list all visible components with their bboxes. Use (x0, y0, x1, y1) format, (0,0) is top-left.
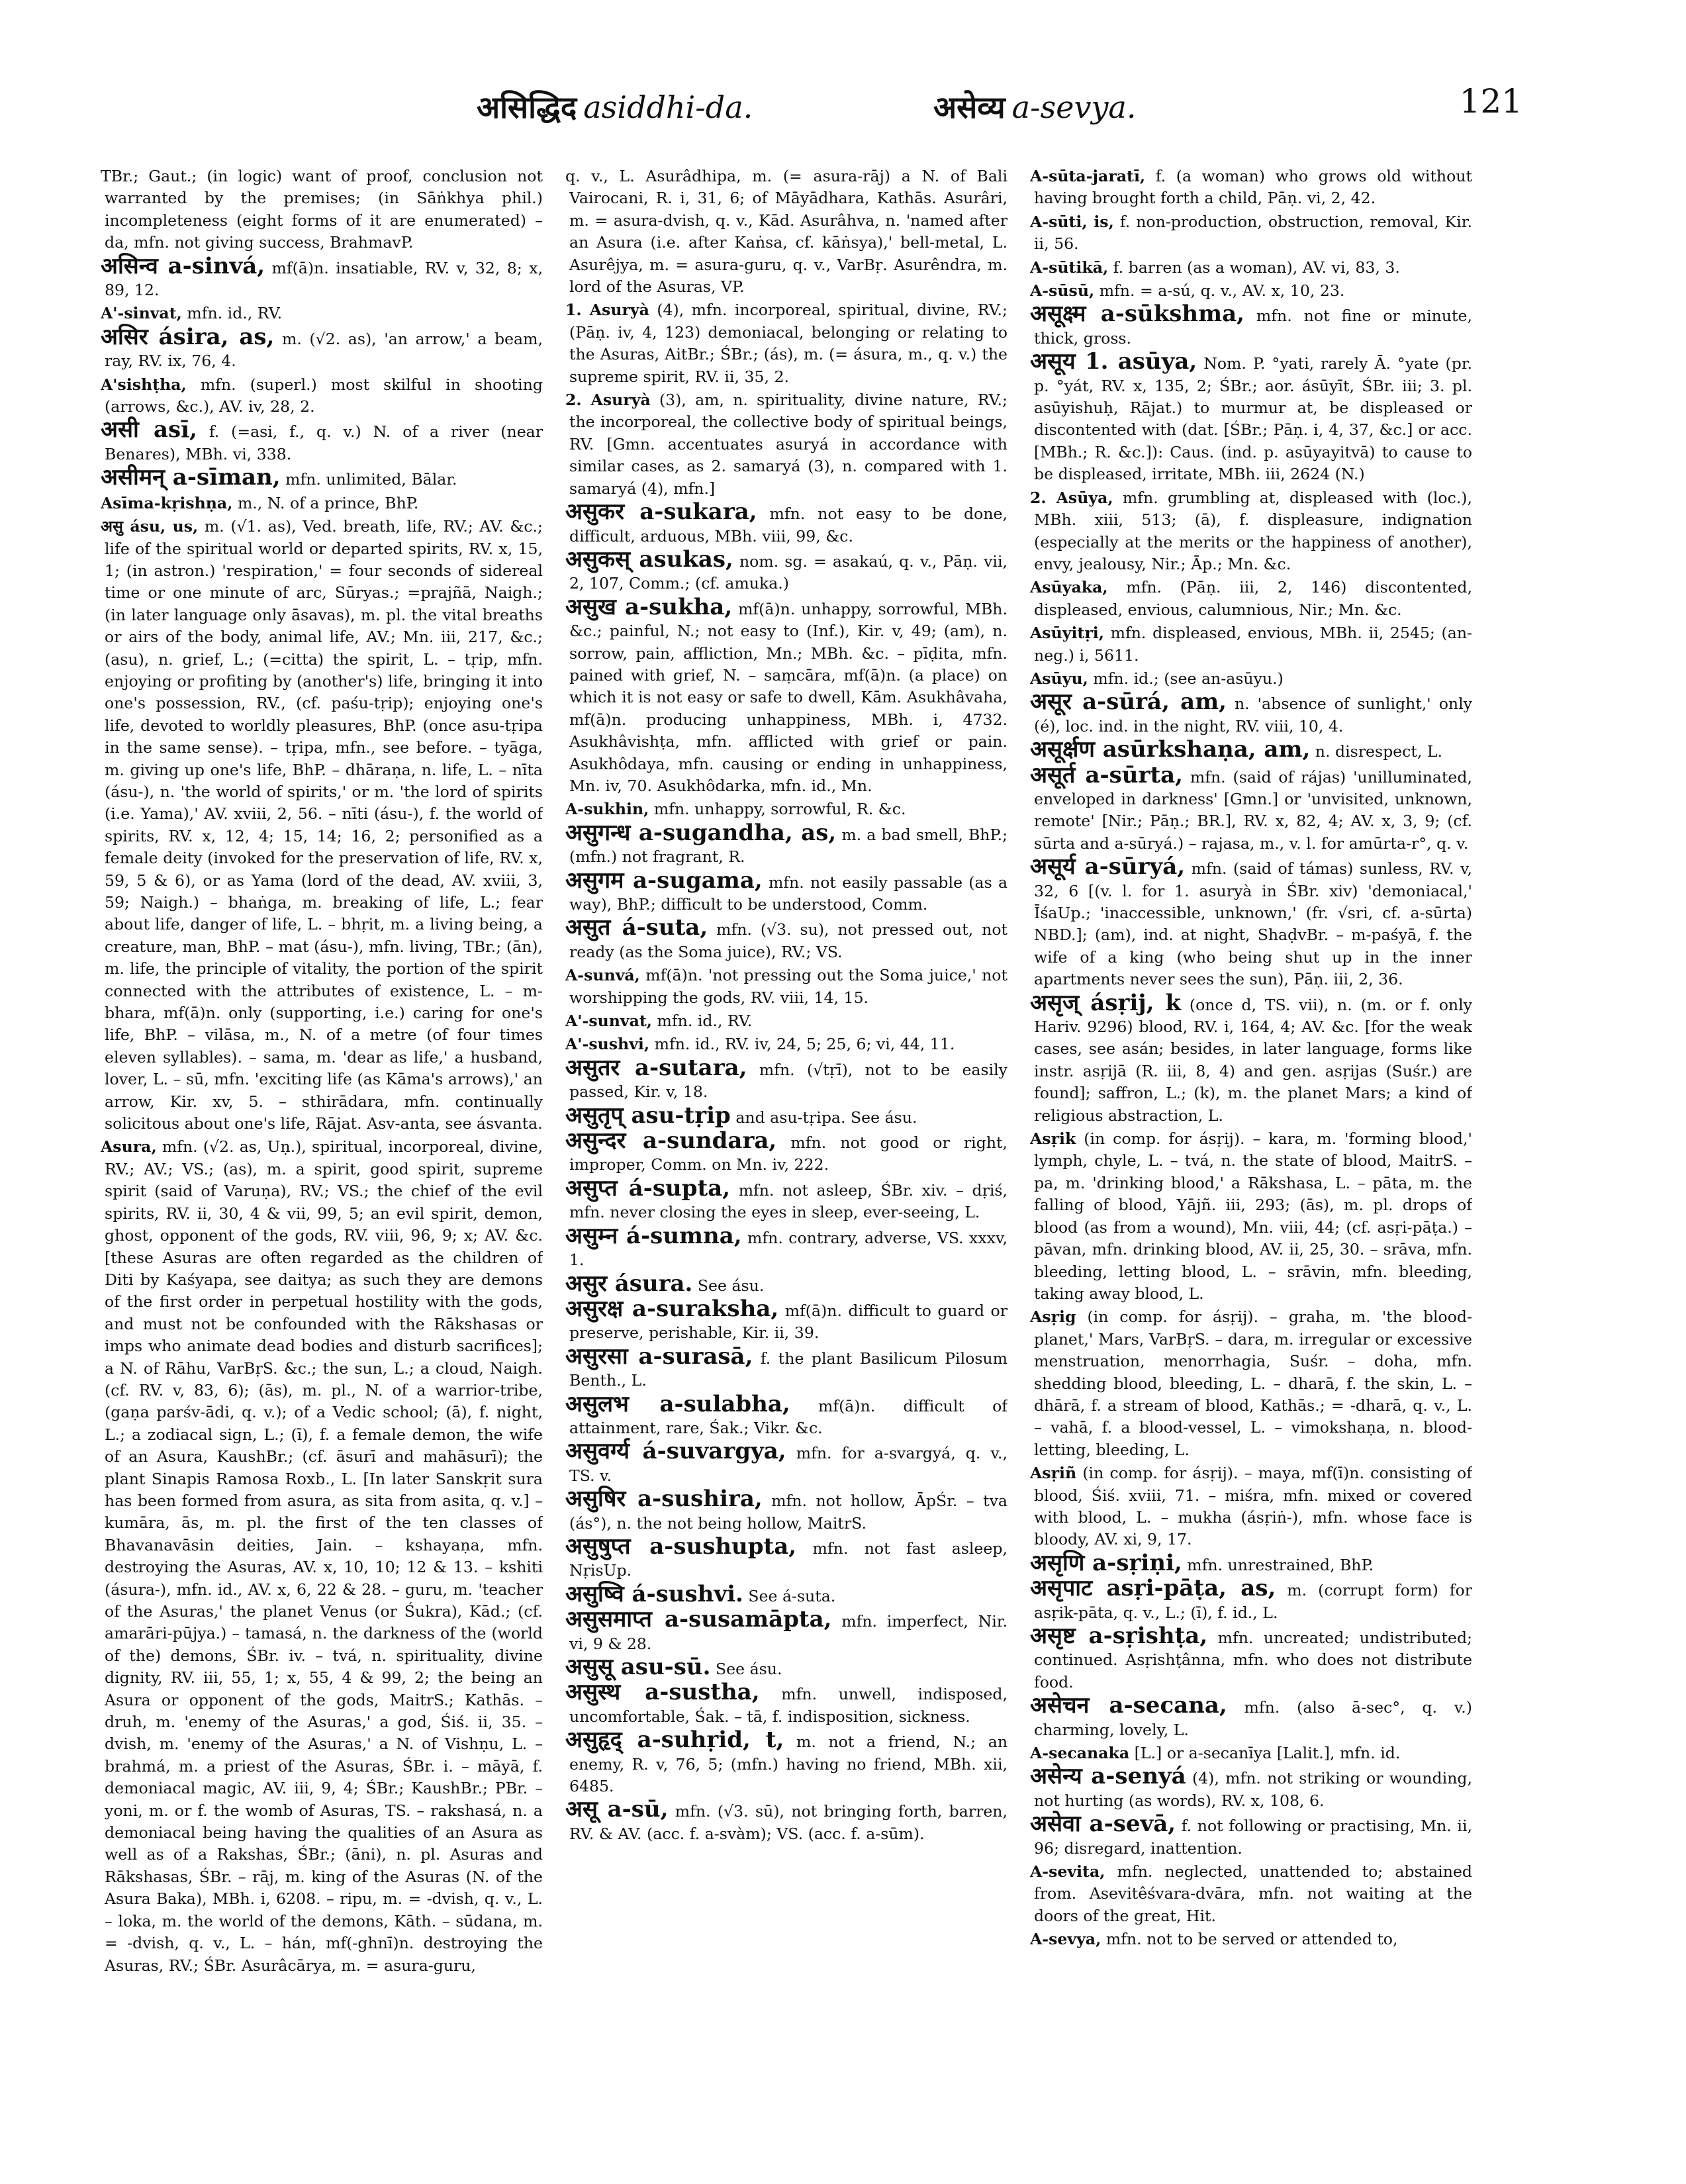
entry-headword: असुलभ a-sulabha, (565, 1390, 790, 1417)
entry-headword: A-sunvá, (565, 966, 640, 985)
entry-headword: असुख a-sukha, (565, 593, 733, 620)
entry-definition: f. barren (as a woman), AV. vi, 83, 3. (1113, 258, 1400, 277)
entry-definition: mfn. not fine or minute, thick, gross. (1034, 307, 1472, 348)
entry-definition: (in comp. for ásṛij). – graha, m. 'the blood-planet,' Mars, VarBṛS. – dara, m. irregular or excessive menstruation, menorrhagia, Suśr. – doha, mfn. shedding blood, bleeding, L. – dharā, f. the skin, L. – dhārā, f. a stream of blood, Kathās.; = -dharā, q. v., L. – vahā, f. a blood-vessel, L. – vimokshaṇa, n. blood-letting, bleeding, L. (1034, 1307, 1472, 1459)
dictionary-entry (565, 1033, 1007, 1055)
dictionary-entry (1030, 1625, 1472, 1693)
entry-headword: A'-sunvat, (565, 1012, 653, 1031)
dictionary-entry (565, 1270, 1007, 1297)
entry-definition: mfn. neglected, unattended to; abstained from. Asevitêśvara-dvāra, mfn. not waiting at the doors of the great, Hit. (1034, 1862, 1472, 1925)
entry-definition: mfn. not asleep, ŚBr. xiv. – dṛiś, mfn. never closing the eyes in sleep, ever-seeing, L. (569, 1180, 1007, 1222)
entry-headword: असुकस् asukas, (565, 546, 733, 573)
dictionary-entry (565, 1174, 1007, 1224)
dictionary-entry (565, 593, 1007, 798)
entry-definition: mfn. (said of rájas) 'unilluminated, enveloped in darkness' [Gmn.] or 'unvisited, unknown, remote' [Nir.; Pāṇ.; BR.], RV. x, 82, 4; AV. x, 3, 9; (cf. sūrta and a-sūryá.) – rajasa, m., v. l. for amūrta-r°, q. v. (1034, 767, 1472, 853)
entry-headword: Asṛiñ (1030, 1464, 1077, 1483)
entry-headword: असिन्व a-sinvá, (101, 252, 265, 279)
entry-definition: mfn. (also ā-sec°, q. v.) charming, lovely, L. (1034, 1698, 1472, 1739)
dictionary-entry (1030, 761, 1472, 855)
entry-headword: असूक्ष्म a-sūkshma, (1030, 301, 1244, 328)
dictionary-entry (1030, 166, 1472, 210)
entry-headword: असूर a-sūrá, am, (1030, 688, 1227, 716)
column-3 (1030, 166, 1472, 2138)
entry-definition: mfn. unhappy, sorrowful, R. &c. (653, 800, 906, 819)
dictionary-entry (565, 965, 1007, 1009)
entry-headword: A-sūta-jaratī, (1030, 167, 1146, 185)
entry-headword: Asūyaka, (1030, 578, 1108, 597)
dictionary-columns (101, 166, 1477, 2138)
dictionary-entry (1030, 487, 1472, 576)
entry-headword: 1. Asuryà (565, 301, 649, 320)
dictionary-entry (565, 1438, 1007, 1487)
dictionary-entry (565, 501, 1007, 547)
entry-definition: mf(ā)n. insatiable, RV. v, 32, 8; x, 89, 12. (105, 258, 543, 300)
dictionary-entry (565, 1390, 1007, 1440)
dictionary-entry (1030, 280, 1472, 302)
dictionary-entry (101, 464, 543, 491)
entry-definition: mfn. (√3. sū), not bringing forth, barren, RV. & AV. (acc. f. a-svàm); VS. (acc. f. a-sūm). (569, 1802, 1007, 1843)
dictionary-entry (1030, 1763, 1472, 1812)
dictionary-entry (1030, 348, 1472, 485)
dictionary-entry (1030, 1861, 1472, 1927)
entry-headword: Asṛik (1030, 1129, 1076, 1149)
entry-definition: (once d, TS. vii), n. (m. or f. only Hariv. 9296) blood, RV. i, 164, 4; AV. &c. [for the weak cases, see asán; besides, in later language, forms like instr. asṛijā (R. iii, 8, 4) and gen. asṛijas (Suśr.) are found]; saffron, L.; (k), m. the planet Mars; a kind of religious abstraction, L. (1034, 995, 1472, 1125)
dictionary-entry (565, 867, 1007, 916)
dictionary-entry (1030, 211, 1472, 256)
entry-headword: असुषुप्त a-sushupta, (565, 1533, 797, 1560)
entry-definition: mfn. id., RV. iv, 24, 5; 25, 6; vi, 44, 11. (654, 1035, 955, 1054)
entry-headword: असुस्थ a-sustha, (565, 1679, 760, 1706)
dictionary-entry (565, 1679, 1007, 1728)
entry-definition: and asu-tṛipa. See ásu. (735, 1108, 917, 1127)
entry-definition: (4), mfn. incorporeal, spiritual, divine, RV.; (Pāṇ. iv, 4, 123) demoniacal, belonging or relating to the Asuras, AitBr.; ŚBr.; (ás), m. (= ásura, m., q. v.) the supreme spirit, RV. ii, 35, 2. (569, 301, 1007, 386)
entry-definition: m. (corrupt form) for asṛik-pāta, q. v., L.; (ī), f. id., L. (1034, 1581, 1472, 1622)
entry-definition: mfn. (√2. as, Uṇ.), spiritual, incorporeal, divine, RV.; AV.; VS.; (as), m. a spirit, good spirit, supreme spirit (said of Varuṇa), RV.; VS.; the chief of the evil spirits, RV. ii, 30, 4 & vii, 99, 5; an evil spirit, demon, ghost, opponent of the gods, RV. viii, 96, 9; x; AV. &c. [these Asuras are often regarded as the children of Diti by Kaśyapa, see daitya; as such they are demons of the first order in perpetual hostility with the gods, and must not be confounded with the Rākshasas or imps who animate dead bodies and disturb sacrifices]; a N. of Rāhu, VarBṛS. &c.; the sun, L.; a cloud, Naigh. (cf. RV. v, 83, 6); (ās), m. pl., N. of a warrior-tribe, (gaṇa parśv-ādi, q. v.); of a Vedic school; (ā), f. night, L.; a zodiacal sign, L.; (ī), f. a female demon, the wife of an Asura, KaushBr.; (cf. āsurī and mahāsurī); the plant Sinapis Ramosa Roxb., L. [In later Sanskṛit sura has been formed from asura, as sita from asita, q. v.] – kumāra, ās, m. pl. the first of the ten classes of Bhavanavāsin deities, Jain. – kshayaṇa, mfn. destroying the Asuras, AV. x, 10, 10; 12 & 13. – kshiti (ásura-), mfn. id., AV. x, 6, 22 & 28. – guru, m. 'teacher of the Asuras,' the planet Venus (or Śukra), Kād.; (cf. amarāri-pūjya.) – tamasá, n. the darkness of the (world of the) demons, ŚBr. iv. – tvá, n. spirituality, divine dignity, RV. iii, 55, 1; x, 55, 4 & 99, 2; the being an Asura or opponent of the gods, MaitrS.; Kathās. – druh, m. 'enemy of the Asuras,' a god, Śiś. ii, 35. – dvish, m. 'enemy of the Asuras,' a N. of Vishṇu, L. – brahmá, m. a priest of the Asuras, ŚBr. i. – māyā, f. demoniacal magic, AV. iii, 9, 4; ŚBr.; KaushBr.; PBr. – yoni, m. or f. the womb of Asuras, TS. – rakshasá, n. a demoniacal being having the qualities of an Asura as well as of a Rakshas, ŚBr.; (āni), n. pl. Asuras and Rākshasas, ŚBr. – rāj, m. king of the Asuras (N. of the Asura Baka), MBh. i, 6208. – ripu, m. = -dvish, q. v., L. – loka, m. the world of the demons, Kāth. – sūdana, m. = -dvish, q. v., L. – hán, mf(-ghnī)n. destroying the Asuras, RV.; ŚBr. Asurâcārya, m. = asura-guru, (105, 1137, 543, 1975)
dictionary-entry (565, 1580, 1007, 1607)
dictionary-entry (565, 1343, 1007, 1392)
entry-definition: m. a bad smell, BhP.; (mfn.) not fragrant, R. (569, 825, 1007, 867)
entry-definition: mfn. (Pāṇ. iii, 2, 146) discontented, displeased, envious, calumnious, Nir.; Mn. &c. (1034, 578, 1472, 619)
dictionary-entry (1030, 853, 1472, 990)
entry-headword: 2. Asuryà (565, 391, 651, 410)
entry-definition: mfn. unlimited, Bālar. (285, 470, 457, 489)
entry-definition: mfn. (√3. su), not pressed out, not ready (as the Soma juice), RV.; VS. (569, 920, 1007, 961)
entry-headword: असू a-sū, (565, 1796, 669, 1823)
dictionary-entry (565, 546, 1007, 595)
dictionary-entry (101, 252, 543, 302)
dictionary-entry (1030, 1813, 1472, 1860)
entry-headword: A'-sushvi, (565, 1035, 650, 1054)
right-head-devanagari: असेव्य (933, 89, 1006, 125)
entry-definition: m. (√1. as), Ved. breath, life, RV.; AV. &c.; life of the spiritual world or departed spirits, RV. x, 15, 1; (in astron.) 'respiration,' = four seconds of sidereal time or one minute of arc, Sūryas.; =prajñā, Naigh.; (in later language only āsavas), m. pl. the vital breaths or airs of the body, animal life, AV.; Mn. iii, 217, &c.; (asu), n. grief, L.; (=citta) the spirit, L. – tṛip, mfn. enjoying or profiting by (another's) life, bringing it into one's possession, RV., (cf. paśu-tṛip); enjoying one's life, devoted to worldly pleasures, BhP. (once asu-tṛipa in the same sense). – tṛipa, mfn., see before. – tyāga, m. giving up one's life, BhP. – dhāraṇa, n. life, L. – nīta (ásu-), n. 'the world of spirits,' or m. 'the lord of spirits (i.e. Yama),' AV. xviii, 2, 56. – nīti (ásu-), f. the world of spirits, RV. x, 12, 4; 15, 14; 16, 2; personified as a female deity (invoked for the preservation of life, RV. x, 59, 5 & 6), or as Yama (lord of the dead, AV. xviii, 3, 59; Naigh.) – bhaṅga, m. breaking of life, L.; fear about life, danger of life, L. – bhṛit, m. a living being, a creature, man, BhP. – mat (ásu-), mfn. living, TBr.; (ān), m. life, the principle of vitality, the portion of the spirit connected with the attributes of existence, L. – m-bhara, mf(ā)n. only (supporting, i.e.) caring for one's life, BhP. – vilāsa, m., N. of a metre (of four times eleven syllables). – sama, m. 'dear as life,' a husband, lover, L. – sū, mfn. 'exciting life (as Kāma's arrows),' an arrow, Kir. xv, 5. – sthirādara, mfn. continually solicitous about one's life, Rājat. Asv-anta, see ásvanta. (105, 517, 543, 1133)
entry-headword: Asūyitṛi, (1030, 624, 1104, 643)
entry-definition: (in comp. for ásṛij). – kara, m. 'forming blood,' lymph, chyle, L. – tvá, n. the state of blood, MaitrS. – pa, m. 'drinking blood,' a Rākshasa, L. – pāta, m. the falling of blood, Yājñ. iii, 293; (ās), m. pl. drops of blood (as from a wound), Mn. viii, 44; (cf. asṛi-pāṭa.) – pāvan, mfn. drinking blood, AV. ii, 25, 30. – srāva, mfn. bleeding, letting blood, L. – srāvin, mfn. bleeding, taking away blood, L. (1034, 1129, 1472, 1303)
right-running-head (933, 86, 1136, 127)
dictionary-entry (565, 299, 1007, 388)
entry-headword: असिर ásira, as, (101, 323, 275, 350)
entry-definition: mf(ā)n. difficult of attainment, rare, Śak.; Vikr. &c. (569, 1396, 1007, 1437)
dictionary-entry (565, 1656, 1007, 1680)
entry-definition: mfn. not to be served or attended to, (1105, 1930, 1398, 1949)
dictionary-entry (565, 166, 1007, 298)
entry-definition: mfn. displeased, envious, MBh. ii, 2545; (an- neg.) i, 5611. (1034, 624, 1472, 665)
entry-headword: A-sūti, is, (1030, 212, 1114, 231)
entry-headword: असुरक्ष a-suraksha, (565, 1295, 779, 1322)
dictionary-entry (565, 1606, 1007, 1655)
entry-definition: m. not a friend, N.; an enemy, R. v, 76, 5; (mfn.) having no friend, MBh. xii, 6485. (569, 1733, 1007, 1796)
page-number: 121 (1459, 82, 1522, 120)
entry-headword: असृपाट asṛi-pāṭa, as, (1030, 1575, 1276, 1602)
dictionary-entry (1030, 1462, 1472, 1551)
dictionary-entry (565, 798, 1007, 820)
entry-headword: A-sevya, (1030, 1930, 1101, 1949)
entry-headword: असुष्वि á-sushvi. (565, 1580, 743, 1607)
dictionary-entry (1030, 257, 1472, 279)
dictionary-entry (101, 516, 543, 1135)
entry-headword: असूय 1. asūya, (1030, 348, 1197, 375)
entry-headword: असुवर्ग्य á-suvargya, (565, 1438, 786, 1465)
entry-definition: [L.] or a-secanīya [Lalit.], mfn. id. (1134, 1744, 1401, 1763)
dictionary-entry (1030, 577, 1472, 621)
entry-headword: असुतृप् asu-tṛip (565, 1102, 731, 1129)
entry-definition: mfn. (√tṛī), not to be easily passed, Kir. v, 18. (569, 1060, 1007, 1102)
dictionary-entry (1030, 1306, 1472, 1461)
entry-definition: n. 'absence of sunlight,' only (é), loc. ind. in the night, RV. viii, 10, 4. (1034, 694, 1472, 736)
entry-headword: असुषिर a-sushira, (565, 1486, 763, 1513)
entry-definition: q. v., L. Asurâdhipa, m. (= asura-rāj) a N. of Bali Vairocani, R. i, 31, 6; of Māyādhara, Kathās. Asurâri, m. = asura-dvish, q. v., Kād. Asurâhva, n. 'named after an Asura (i.e. after Kaṅsa, cf. kāṅsya),' bell-metal, L. Asurêjya, m. = asura-guru, q. v., VarBṛ. Asurêndra, m. lord of the Asuras, VP. (565, 167, 1007, 297)
left-head-devanagari: असिद्धिद (477, 89, 577, 125)
entry-headword: असुहृद् a-suhṛid, t, (565, 1727, 784, 1754)
dictionary-entry (1030, 622, 1472, 667)
dictionary-entry (565, 819, 1007, 869)
entry-headword: Asura, (101, 1137, 157, 1157)
dictionary-entry (101, 323, 543, 373)
dictionary-entry (565, 1295, 1007, 1345)
dictionary-entry (565, 1054, 1007, 1104)
entry-definition: mfn. not easy to be done, difficult, arduous, MBh. viii, 99, &c. (569, 504, 1007, 546)
dictionary-entry (565, 1102, 1007, 1129)
dictionary-entry (565, 914, 1007, 963)
entry-headword: A-sūsū, (1030, 281, 1095, 301)
entry-headword: असुसमाप्त a-susamāpta, (565, 1606, 832, 1633)
entry-definition: (in comp. for ásṛij). – maya, mf(ī)n. consisting of blood, Śiś. xviii, 71. – miśra, mfn. mixed or covered with blood, L. – mukha (ásṛiṅ-), mfn. whose face is bloody, AV. xi, 9, 17. (1034, 1464, 1472, 1549)
dictionary-entry (565, 1222, 1007, 1272)
entry-definition: f. not following or practising, Mn. ii, 96; disregard, inattention. (1034, 1817, 1472, 1858)
entry-definition: (3), am, n. spirituality, divine nature, RV.; the incorporeal, the collective body of spiritual beings, RV. [Gmn. accentuates asuryá in accordance with similar cases, as 2. samaryá (3), n. compared with 1. samaryá (4), mfn.] (569, 391, 1007, 498)
entry-headword: असुकर a-sukara, (565, 499, 757, 526)
dictionary-entry (1030, 303, 1472, 350)
dictionary-entry (101, 416, 543, 465)
entry-headword: असुप्त á-supta, (565, 1174, 731, 1202)
dictionary-entry (1030, 736, 1472, 763)
entry-definition: f. non-production, obstruction, removal, Kir. ii, 56. (1034, 212, 1472, 254)
dictionary-entry (1030, 668, 1472, 690)
entry-definition: mfn. (superl.) most skilful in shooting (arrows, &c.), AV. iv, 28, 2. (105, 375, 543, 416)
entry-headword: 2. Asūya, (1030, 488, 1113, 507)
entry-headword: Asīma-kṛishṇa, (101, 493, 233, 512)
dictionary-entry (101, 493, 543, 514)
dictionary-entry (565, 1796, 1007, 1845)
right-head-translit: a-sevya. (1011, 89, 1137, 125)
entry-headword: असीमन् a-sīman, (101, 464, 281, 491)
entry-headword: असेचन a-secana, (1030, 1692, 1227, 1719)
left-head-translit: asiddhi-da. (583, 89, 753, 125)
entry-headword: असुतर a-sutara, (565, 1054, 747, 1081)
dictionary-entry (1030, 1928, 1472, 1950)
page-header (165, 79, 1522, 132)
entry-headword: असुगन्ध a-sugandha, as, (565, 819, 837, 846)
entry-headword: A'-sinvat, (101, 304, 182, 323)
entry-definition: mfn. not fast asleep, NṛisUp. (569, 1539, 1007, 1580)
entry-definition: mfn. (said of támas) sunless, RV. v, 32, 6 [(v. l. for 1. asuryà in ŚBr. xiv) 'demoniacal,' ĪśaUp.; 'inaccessible, unknown,' (fr. √sri, cf. a-sūrta) NBD.]; (am), ind. at night, ShaḍvBr. – m-paśyā, f. the wife of a king (who being shut up in the inner apartments never sees the sun), Pāṇ. iii, 2, 36. (1034, 859, 1472, 989)
entry-definition: mfn. unrestrained, BhP. (1187, 1555, 1374, 1574)
entry-definition: n. disrespect, L. (1315, 742, 1443, 761)
entry-definition: f. the plant Basilicum Pilosum Benth., L. (569, 1349, 1007, 1390)
entry-headword: असृष्ट a-sṛishṭa, (1030, 1623, 1208, 1649)
entry-definition: mfn. not good or right, improper, Comm. on Mn. iv, 222. (569, 1133, 1007, 1174)
entry-definition: mfn. not easily passable (as a way), BhP.; difficult to be understood, Comm. (569, 873, 1007, 914)
entry-definition: mfn. not hollow, ĀpŚr. – tva (ás°), n. the not being hollow, MaitrS. (569, 1492, 1007, 1533)
entry-definition: mf(ā)n. 'not pressing out the Soma juice,' not worshipping the gods, RV. viii, 14, 15. (569, 966, 1007, 1007)
entry-definition: nom. sg. = asakaú, q. v., Pāṇ. vii, 2, 107, Comm.; (cf. amuka.) (569, 551, 1007, 593)
entry-headword: असुर ásura. (565, 1270, 693, 1297)
dictionary-entry (1030, 1549, 1472, 1576)
entry-headword: A-sevita, (1030, 1862, 1105, 1881)
entry-definition: mfn. imperfect, Nir. vi, 9 & 28. (569, 1612, 1007, 1653)
dictionary-entry (1030, 1128, 1472, 1305)
dictionary-entry (101, 1136, 543, 1976)
dictionary-entry (101, 166, 543, 254)
dictionary-entry (1030, 1742, 1472, 1764)
entry-definition: See á-suta. (748, 1586, 836, 1605)
entry-headword: असुम्न á-sumna, (565, 1222, 742, 1249)
entry-definition: f. (=asi, f., q. v.) N. of a river (near Benares), MBh. vi, 338. (105, 422, 543, 463)
entry-headword: असूर्क्षण asūrkshaṇa, am, (1030, 736, 1311, 763)
entry-definition: m., N. of a prince, BhP. (237, 493, 419, 512)
entry-definition: mfn. uncreated; undistributed; continued. Asṛishṭânna, mfn. who does not distribute food. (1034, 1629, 1472, 1691)
column-2 (565, 166, 1007, 2138)
dictionary-entry (565, 1010, 1007, 1032)
entry-headword: A-secanaka (1030, 1744, 1130, 1763)
dictionary-entry (565, 1533, 1007, 1582)
entry-headword: Asṛig (1030, 1307, 1076, 1327)
dictionary-entry (565, 1127, 1007, 1176)
entry-definition: See ásu. (697, 1276, 765, 1295)
entry-definition: mf(ā)n. difficult to guard or preserve, perishable, Kir. ii, 39. (569, 1301, 1007, 1343)
entry-definition: Nom. P. °yati, rarely Ā. °yate (pr. p. °yát, RV. x, 135, 2; ŚBr.; aor. ásūyīt, ŚBr. iii; 3. pl. asūyishuḥ, Rājat.) to murmur at, be displeased or discontented with (dat. [ŚBr.; Pāṇ. i, 4, 37, &c.] or acc. [MBh.; R. &c.]): Caus. (ind. p. asūyayitvā) to cause to be displeased, irritate, MBh. iii, 2624 (N.) (1034, 354, 1472, 484)
entry-headword: असी asī, (101, 416, 197, 444)
entry-headword: असेन्य a-senyá (1030, 1763, 1186, 1790)
entry-definition: m. (√2. as), 'an arrow,' a beam, ray, RV. ix, 76, 4. (105, 329, 543, 371)
entry-headword: असु ásu, us, (101, 517, 199, 536)
entry-definition: mfn. id.; (see an-asūyu.) (1093, 669, 1284, 688)
entry-headword: A-sukhin, (565, 800, 649, 819)
entry-definition: mf(ā)n. unhappy, sorrowful, MBh. &c.; painful, N.; not easy to (Inf.), Kir. v, 49; (am), n. sorrow, pain, affliction, Mn.; MBh. &c. – pīḍita, mfn. pained with grief, N. – saṃcāra, mf(ā)n. (a place) on which it is not easy or safe to dwell, Kām. Asukhâvaha, mf(ā)n. producing unhappiness, MBh. i, 4732. Asukhâvishṭa, mfn. afflicted with grief or pain. Asukhôdaya, mfn. causing or ending in unhappiness, Mn. iv, 70. Asukhôdarka, mfn. id., Mn. (569, 599, 1007, 795)
dictionary-entry (565, 1729, 1007, 1797)
entry-headword: असूर्य a-sūryá, (1030, 853, 1186, 880)
dictionary-entry (565, 389, 1007, 500)
entry-headword: असुत á-suta, (565, 914, 708, 941)
column-1 (101, 166, 543, 2138)
entry-headword: असृणि a-sṛiṇi, (1030, 1549, 1182, 1576)
entry-definition: f. (a woman) who grows old without having brought forth a child, Pāṇ. vi, 2, 42. (1034, 167, 1472, 208)
entry-headword: असुसू asu-sū. (565, 1654, 711, 1680)
entry-definition: mfn. contrary, adverse, VS. xxxv, 1. (569, 1228, 1007, 1270)
dictionary-entry (101, 374, 543, 418)
entry-definition: (4), mfn. not striking or wounding, not hurting (as words), RV. x, 108, 6. (1034, 1769, 1472, 1810)
entry-headword: असूर्त a-sūrta, (1030, 761, 1184, 788)
dictionary-entry (101, 303, 543, 324)
entry-headword: असुन्दर a-sundara, (565, 1127, 777, 1155)
dictionary-entry (1030, 688, 1472, 737)
entry-definition: mfn. id., RV. (657, 1012, 753, 1031)
dictionary-entry (1030, 1692, 1472, 1741)
left-running-head (477, 86, 753, 127)
entry-headword: A-sūtikā, (1030, 258, 1109, 277)
entry-headword: Asūyu, (1030, 669, 1088, 688)
entry-headword: असुरसा a-surasā, (565, 1343, 753, 1370)
entry-headword: असुगम a-sugama, (565, 867, 763, 894)
entry-headword: A'sishṭha, (101, 375, 187, 394)
entry-definition: mfn. = a-sú, q. v., AV. x, 10, 23. (1099, 281, 1345, 301)
entry-headword: असृज् ásṛij, k (1030, 989, 1182, 1016)
entry-definition: mfn. for a-svargyá, q. v., TS. v. (569, 1444, 1007, 1485)
dictionary-entry (565, 1488, 1007, 1535)
entry-definition: mfn. unwell, indisposed, uncomfortable, Śak. – tā, f. indisposition, sickness. (569, 1685, 1007, 1726)
entry-definition: mfn. id., RV. (187, 304, 283, 323)
entry-definition: See ásu. (715, 1660, 782, 1678)
dictionary-entry (1030, 1575, 1472, 1624)
entry-definition: TBr.; Gaut.; (in logic) want of proof, conclusion not warranted by the premises; (in Sāṅkhya phil.) incompleteness (eight forms of it are enumerated) – da, mfn. not giving success, BrahmavP. (101, 167, 543, 252)
dictionary-entry (1030, 989, 1472, 1127)
entry-headword: असेवा a-sevā, (1030, 1811, 1176, 1838)
entry-definition: mfn. grumbling at, displeased with (loc.), MBh. xiii, 513; (ā), f. displeasure, indignation (especially at the merits or the happiness of another), envy, jealousy, Nir.; Āp.; Mn. &c. (1034, 488, 1472, 573)
